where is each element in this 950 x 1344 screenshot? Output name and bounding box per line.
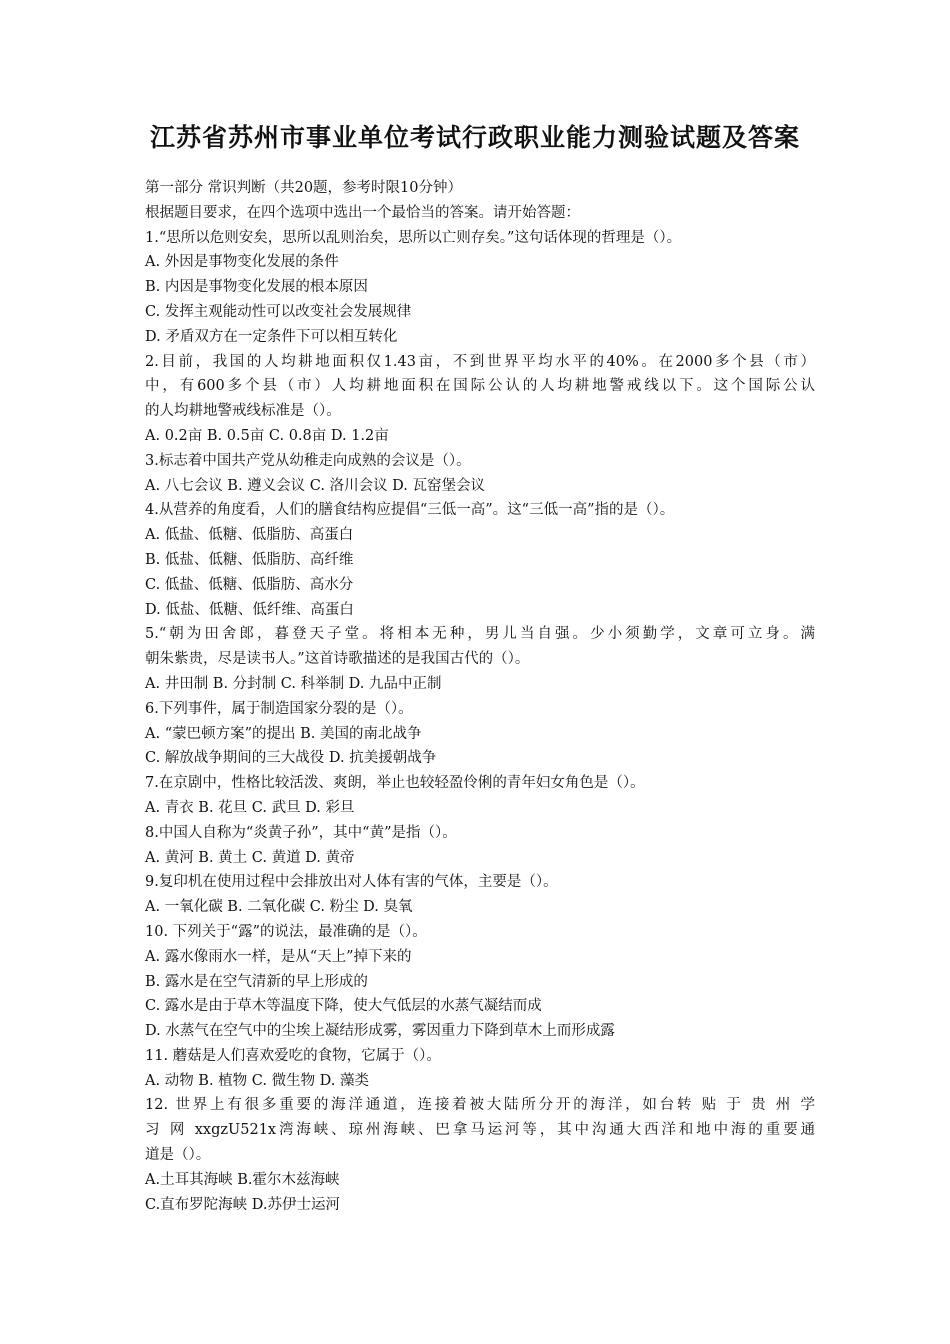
option-line: D. 水蒸气在空气中的尘埃上凝结形成雾，雾因重力下降到草木上而形成露 — [145, 1023, 615, 1040]
option-line: D. 低盐、低糖、低纤维、高蛋白 — [145, 601, 354, 618]
question-6: 6.下列事件，属于制造国家分裂的是（）。 — [145, 700, 413, 717]
question-2-continued: 中，有600多个县（市）人均耕地面积在国际公认的人均耕地警戒线以下。这个国际公认 — [145, 378, 815, 395]
option-line: A. 0.2亩 B. 0.5亩 C. 0.8亩 D. 1.2亩 — [145, 427, 389, 444]
option-line: A.土耳其海峡 B.霍尔木兹海峡 — [145, 1171, 340, 1188]
option-line: A. 露水像雨水一样，是从“天上”掉下来的 — [145, 948, 412, 965]
question-8: 8.中国人自称为“炎黄子孙”，其中“黄”是指（）。 — [145, 824, 457, 841]
question-1: 1.“思所以危则安矣，思所以乱则治矣，思所以亡则存矣。”这句话体现的哲理是（）。 — [145, 229, 682, 246]
question-5: 5.“朝为田舍郎，暮登天子堂。将相本无种，男儿当自强。少小须勤学，文章可立身。满 — [145, 626, 815, 643]
question-2: 2.目前，我国的人均耕地面积仅1.43亩，不到世界平均水平的40%。在2000多个县（市） — [145, 353, 815, 370]
document-body — [145, 176, 815, 1217]
option-line: B. 露水是在空气清新的早上形成的 — [145, 973, 368, 990]
question-4: 4.从营养的角度看，人们的膳食结构应提倡“三低一高”。这“三低一高”指的是（）。 — [145, 502, 675, 519]
option-line: A. 井田制 B. 分封制 C. 科举制 D. 九品中正制 — [145, 675, 442, 692]
document-title: 江苏省苏州市事业单位考试行政职业能力测验试题及答案 — [149, 123, 800, 152]
question-12-continued: 习 网 xxgzU521x湾海峡、琼州海峡、巴拿马运河等，其中沟通大西洋和地中海的重要通 — [145, 1122, 815, 1139]
option-line: C. 发挥主观能动性可以改变社会发展规律 — [145, 303, 412, 320]
instructions: 根据题目要求，在四个选项中选出一个最恰当的答案。请开始答题： — [145, 204, 580, 221]
option-line: C. 露水是由于草木等温度下降，使大气低层的水蒸气凝结而成 — [145, 998, 542, 1015]
option-line: A. 外因是事物变化发展的条件 — [145, 254, 339, 271]
option-line: C.直布罗陀海峡 D.苏伊士运河 — [145, 1196, 341, 1213]
question-5-continued: 朝朱紫贵，尽是读书人。”这首诗歌描述的是我国古代的（）。 — [145, 651, 530, 668]
option-line: A. 青衣 B. 花旦 C. 武旦 D. 彩旦 — [145, 799, 355, 816]
option-line: A. 黄河 B. 黄土 C. 黄道 D. 黄帝 — [145, 849, 355, 866]
option-line: A. 一氧化碳 B. 二氧化碳 C. 粉尘 D. 臭氧 — [145, 899, 413, 916]
question-3: 3.标志着中国共产党从幼稚走向成熟的会议是（）。 — [145, 452, 471, 469]
option-line: C. 低盐、低糖、低脂肪、高水分 — [145, 576, 354, 593]
option-line: B. 内因是事物变化发展的根本原因 — [145, 279, 368, 296]
question-7: 7.在京剧中，性格比较活泼、爽朗，举止也较轻盈伶俐的青年妇女角色是（）。 — [145, 775, 645, 792]
option-line: A. 低盐、低糖、低脂肪、高蛋白 — [145, 527, 354, 544]
option-line: D. 矛盾双方在一定条件下可以相互转化 — [145, 328, 398, 345]
question-2-continued: 的人均耕地警戒线标准是（）。 — [145, 403, 341, 420]
question-12: 12. 世界上有很多重要的海洋通道，连接着被大陆所分开的海洋，如台转 贴 于 贵 州 学 — [145, 1097, 815, 1114]
option-line: A. “蒙巴顿方案”的提出 B. 美国的南北战争 — [145, 725, 422, 742]
question-11: 11. 蘑菇是人们喜欢爱吃的食物，它属于（）。 — [145, 1047, 441, 1064]
section-heading: 第一部分 常识判断（共20题，参考时限10分钟） — [145, 180, 463, 196]
option-line: C. 解放战争期间的三大战役 D. 抗美援朝战争 — [145, 750, 437, 767]
question-10: 10. 下列关于“露”的说法，最准确的是（）。 — [145, 923, 427, 940]
option-line: B. 低盐、低糖、低脂肪、高纤维 — [145, 551, 354, 568]
question-12-continued: 道是（）。 — [145, 1147, 211, 1164]
question-9: 9.复印机在使用过程中会排放出对人体有害的气体，主要是（）。 — [145, 874, 558, 891]
option-line: A. 八七会议 B. 遵义会议 C. 洛川会议 D. 瓦窑堡会议 — [145, 477, 486, 494]
option-line: A. 动物 B. 植物 C. 微生物 D. 藻类 — [145, 1072, 370, 1089]
